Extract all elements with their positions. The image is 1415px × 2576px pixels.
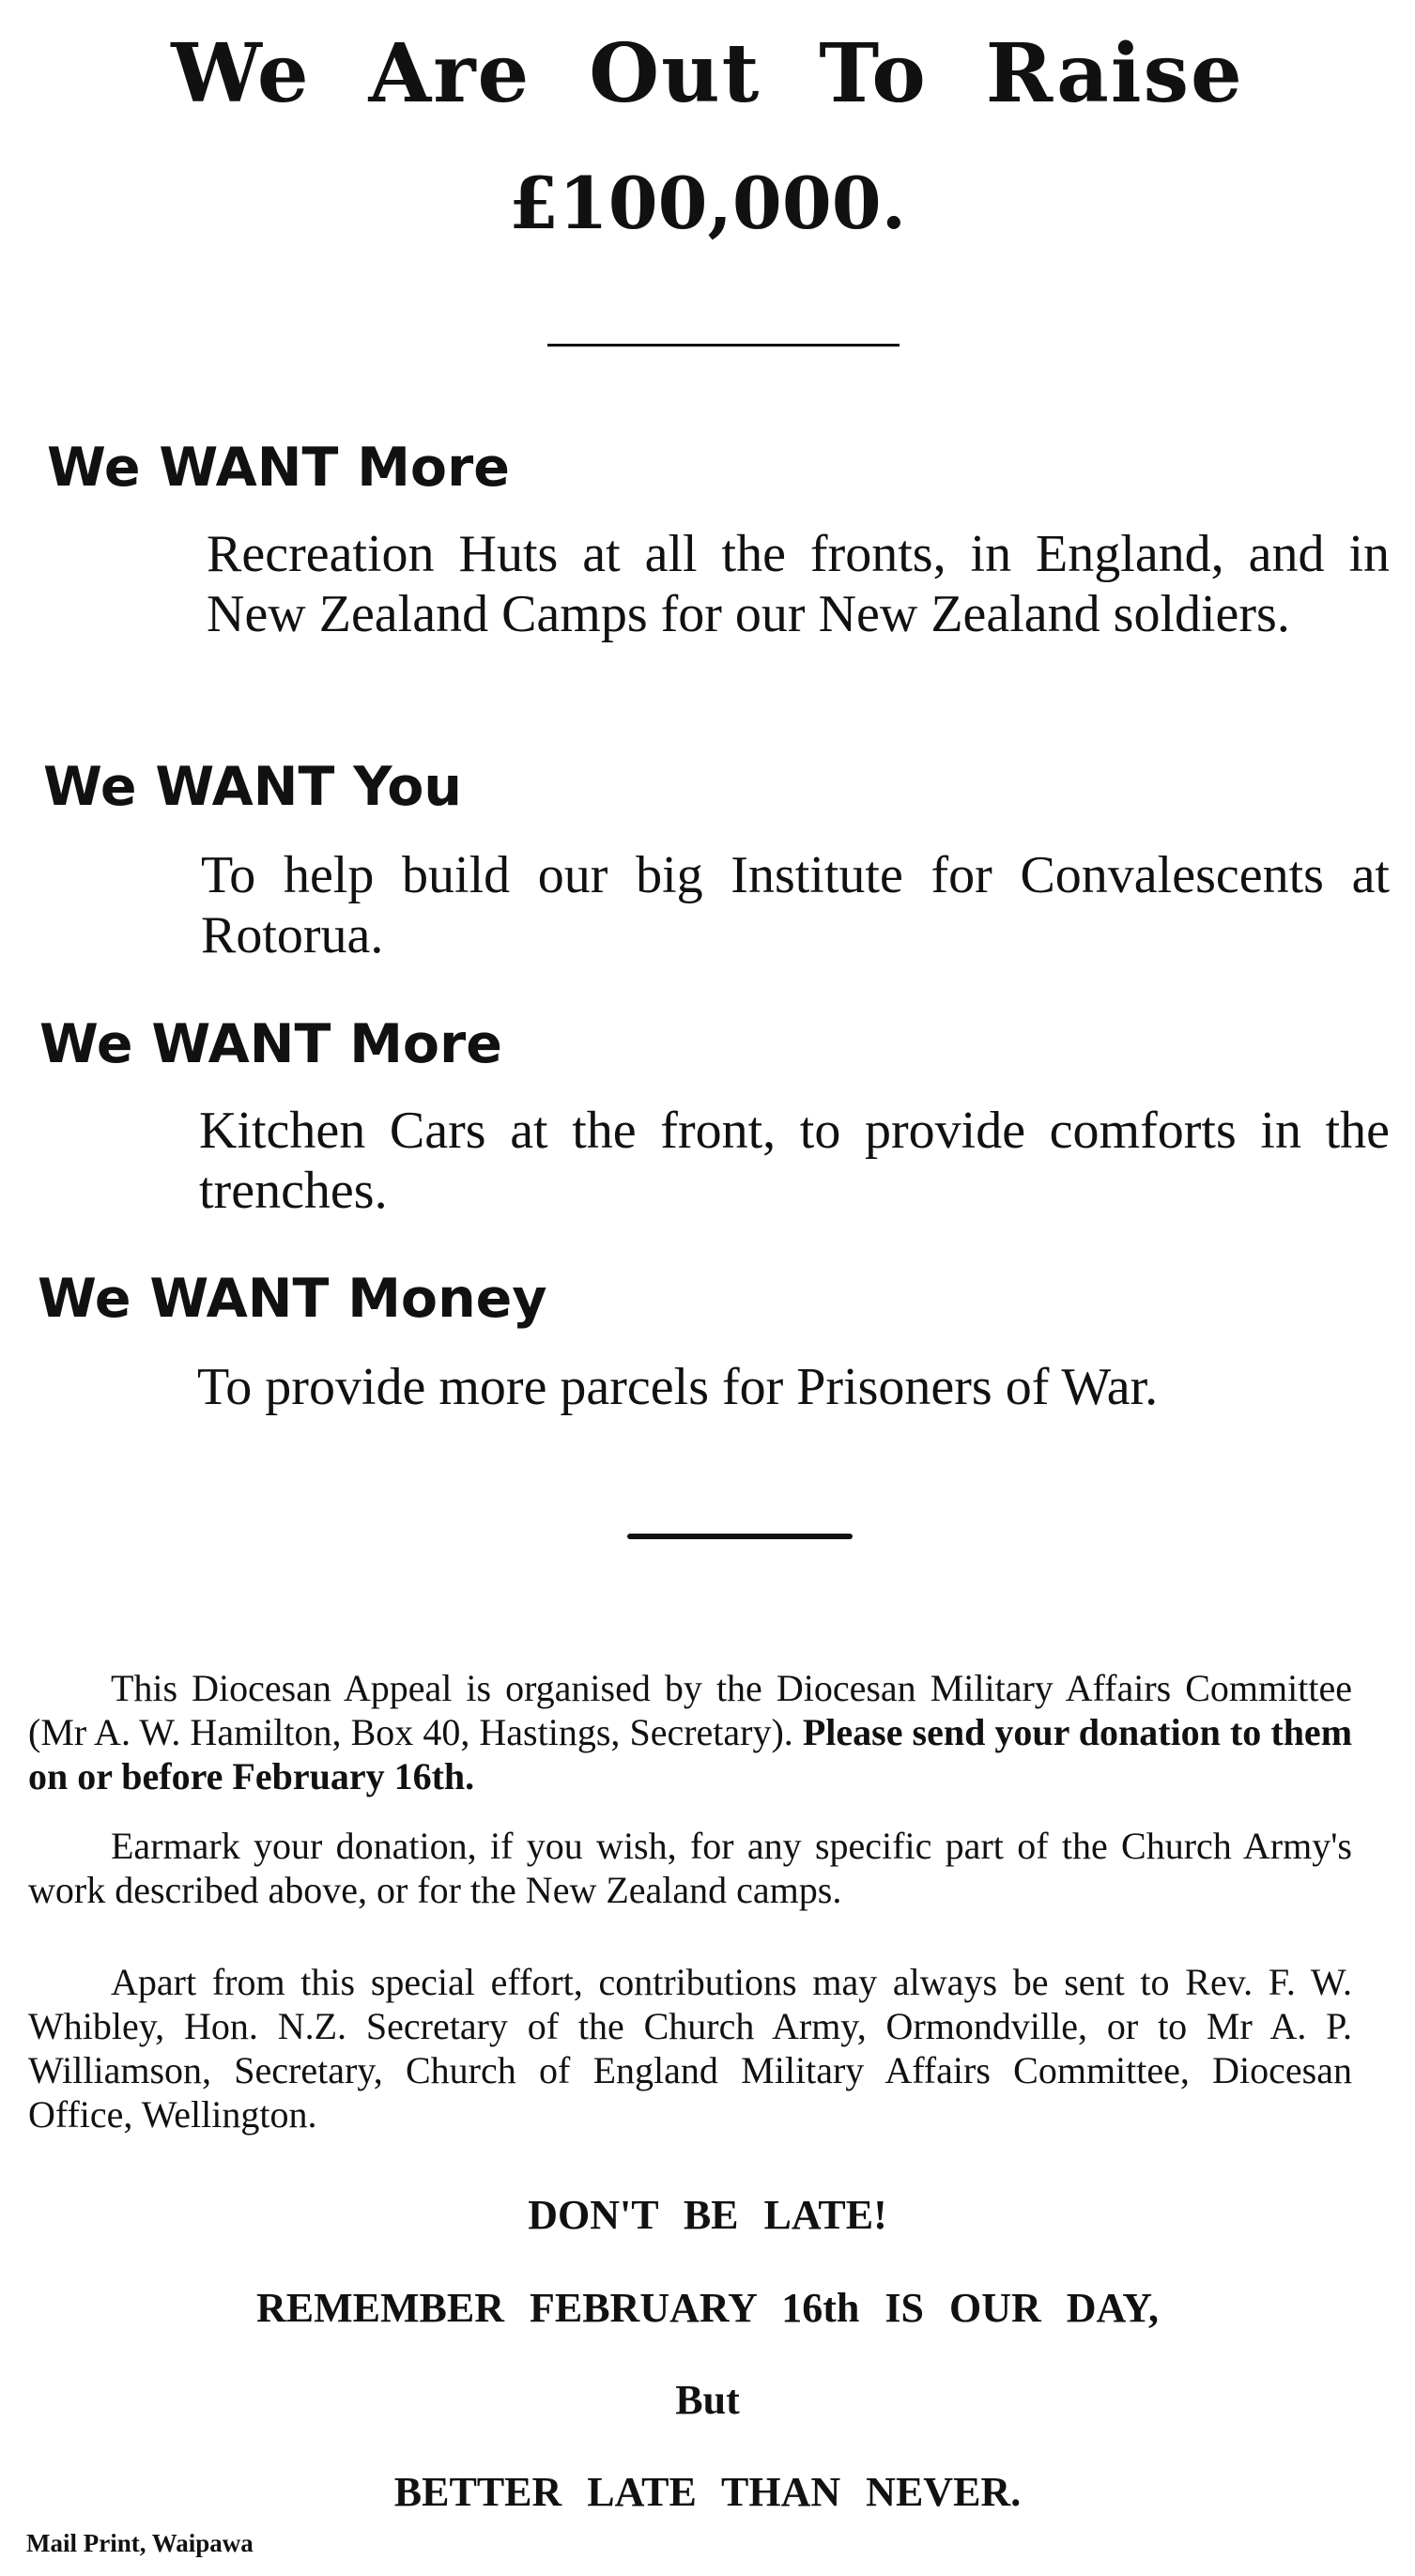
organiser-text: This Diocesan Appeal is organised by the Diocesan Military Affairs Committee (Mr A. W. Hamilton, Box 40, Hastings, Secretary). bbox=[28, 1667, 1352, 1753]
closing-line-4: BETTER LATE THAN NEVER. bbox=[393, 2469, 1022, 2515]
earmark-paragraph: Earmark your donation, if you wish, for any specific part of the Church Army's work described above, or for the New Zealand camps. bbox=[28, 1825, 1352, 1911]
appeal-text-institute: To help build our big Institute for Convalescents at Rotorua. bbox=[201, 846, 1390, 964]
divider-rule bbox=[547, 344, 900, 347]
appeal-heading-kitchen-cars: We WANT More bbox=[39, 1013, 502, 1075]
appeal-heading-huts: We WANT More bbox=[47, 437, 510, 499]
appeal-heading-institute: We WANT You bbox=[43, 756, 462, 818]
contributions-paragraph: Apart from this special effort, contributions may always be sent to Rev. F. W. Whibley, Hon. N.Z. Secretary of the Church Army, Ormondville, or to Mr A. P. Williamson, Secretary, Church of England Military Affairs Committee, Diocesan Office, Wellington. bbox=[28, 1961, 1352, 2136]
fundraising-target: £100,000. bbox=[508, 162, 907, 245]
closing-line-1: DON'T BE LATE! bbox=[528, 2192, 887, 2238]
appeal-text-huts: Recreation Huts at all the fronts, in England, and in New Zealand Camps for our New Zealand soldiers. bbox=[207, 525, 1390, 643]
appeal-text-kitchen-cars: Kitchen Cars at the front, to provide comforts in the trenches. bbox=[199, 1102, 1390, 1220]
appeal-heading-money: We WANT Money bbox=[38, 1268, 547, 1330]
closing-line-2: REMEMBER FEBRUARY 16th IS OUR DAY, bbox=[255, 2285, 1159, 2331]
divider-rule-bold bbox=[627, 1534, 853, 1539]
page-title: We Are Out To Raise bbox=[171, 26, 1244, 121]
donation-deadline-text: Please send your donation to them on or before February 16th. bbox=[28, 1711, 1353, 1797]
closing-line-3: But bbox=[675, 2377, 740, 2423]
appeal-text-money: To provide more parcels for Prisoners of War. bbox=[197, 1358, 1159, 1416]
printer-imprint: Mail Print, Waipawa bbox=[26, 2529, 254, 2557]
organiser-paragraph bbox=[28, 1666, 1352, 1798]
